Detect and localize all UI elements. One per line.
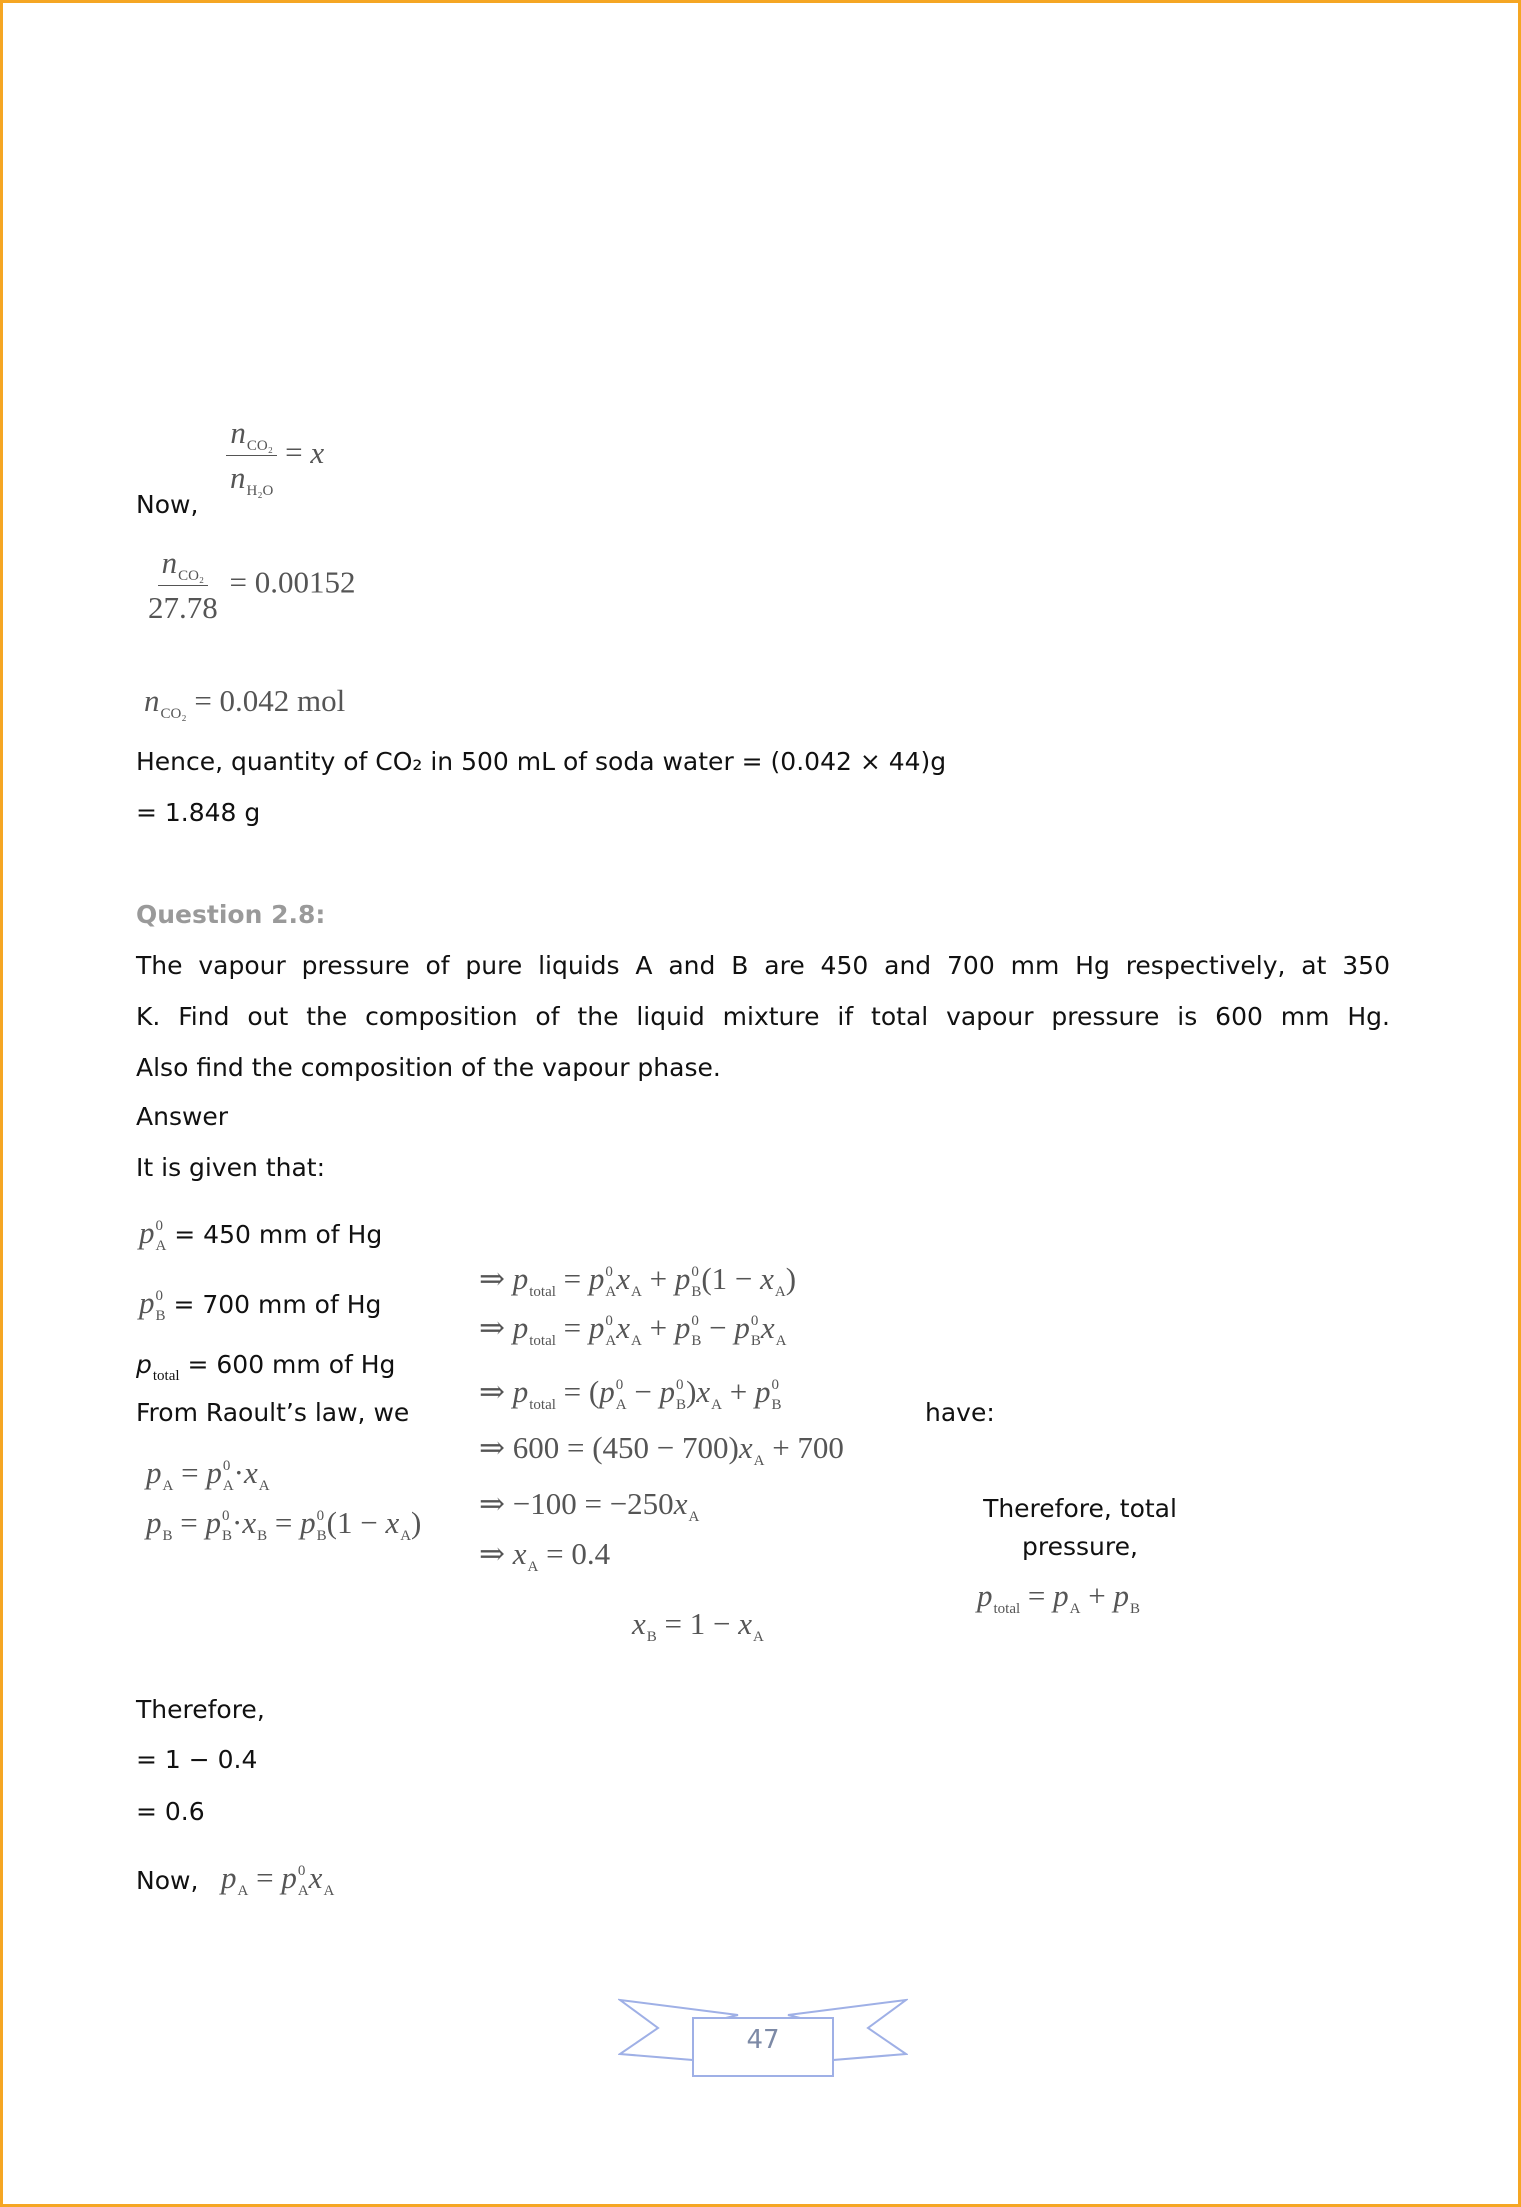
sub-superscript <box>994 1582 1021 1616</box>
subscript: B <box>316 1527 327 1544</box>
sub-superscript <box>163 1459 174 1493</box>
subscript: CO₂ <box>178 567 205 584</box>
superscript <box>711 1378 722 1394</box>
derivation-step <box>479 1308 786 1348</box>
math-variable <box>309 1858 335 1898</box>
math-variable <box>696 1372 722 1412</box>
variable-symbol: x <box>242 1505 257 1540</box>
subscript: A <box>1069 1600 1081 1617</box>
math-text: = <box>267 1505 301 1540</box>
math-text: ) <box>686 1374 697 1409</box>
math-variable <box>139 1283 166 1323</box>
sub-superscript <box>247 419 273 453</box>
superscript <box>529 1265 556 1281</box>
variable-symbol: p <box>599 1374 615 1409</box>
given-pb <box>139 1283 381 1325</box>
variable-symbol: p <box>674 1261 691 1296</box>
math-variable <box>206 1503 233 1543</box>
sub-superscript <box>528 1540 539 1574</box>
math-text: + <box>722 1374 755 1409</box>
variable-symbol: n <box>161 545 178 580</box>
variable-symbol: p <box>300 1505 316 1540</box>
variable-symbol: p <box>139 1285 155 1320</box>
sub-superscript <box>178 549 204 583</box>
subscript: B <box>162 1527 173 1544</box>
math-variable <box>206 1453 233 1493</box>
math-variable <box>513 1259 556 1299</box>
superscript <box>631 1314 642 1330</box>
superscript: 0 <box>691 1312 699 1329</box>
subscript: B <box>691 1283 702 1300</box>
math-text: = <box>172 1505 206 1540</box>
math-variable <box>300 1503 327 1543</box>
superscript <box>323 1864 334 1880</box>
sub-superscript <box>238 1864 249 1898</box>
math-variable <box>674 1484 700 1524</box>
sub-superscript <box>317 1509 327 1543</box>
sub-superscript <box>631 1314 642 1348</box>
math-variable <box>162 543 205 583</box>
superscript: 0 <box>605 1312 613 1329</box>
hence-line: Hence, quantity of CO₂ in 500 mL of soda water = (0.042 × 44)g <box>136 747 947 776</box>
math-variable <box>675 1259 702 1299</box>
math-variable <box>1053 1576 1080 1616</box>
math-text: = <box>555 1261 589 1296</box>
sub-superscript <box>247 464 274 498</box>
math-text: = ( <box>555 1374 600 1409</box>
superscript: 0 <box>222 1457 231 1474</box>
math-variable <box>136 1343 180 1385</box>
raoult-label: From Raoult’s law, we <box>136 1398 410 1427</box>
xb-equation <box>632 1604 764 1644</box>
superscript <box>178 549 204 565</box>
math-text: = 1 − <box>656 1606 739 1641</box>
subscript: A <box>688 1508 700 1525</box>
numerator <box>226 413 277 456</box>
subscript: B <box>1129 1600 1140 1617</box>
subscript: total <box>529 1332 556 1349</box>
subscript: A <box>775 1332 787 1349</box>
variable-symbol: p <box>139 1215 155 1250</box>
math-variable <box>599 1372 626 1412</box>
superscript <box>529 1314 556 1330</box>
sub-superscript <box>257 1509 267 1543</box>
numerator <box>158 543 209 586</box>
subscript: A <box>605 1332 617 1349</box>
total-pressure-label: Therefore, total <box>983 1494 1177 1523</box>
equation-moles <box>144 681 345 721</box>
math-variable <box>513 1534 539 1574</box>
superscript <box>631 1265 642 1281</box>
superscript <box>247 419 273 435</box>
superscript <box>1130 1582 1140 1598</box>
math-variable <box>281 1858 308 1898</box>
superscript <box>400 1509 411 1525</box>
sub-superscript <box>529 1314 556 1348</box>
sub-superscript <box>753 1610 764 1644</box>
variable-symbol: x <box>244 1455 258 1490</box>
math-text: ⇒ <box>479 1374 513 1409</box>
superscript <box>247 464 274 480</box>
subscript: total <box>529 1283 556 1300</box>
sub-superscript <box>298 1864 309 1898</box>
pa-equation <box>221 1858 334 1898</box>
subscript: A <box>615 1396 627 1413</box>
math-variable <box>738 1604 764 1644</box>
superscript <box>647 1610 657 1626</box>
math-variable <box>660 1372 687 1412</box>
sub-superscript <box>153 1349 180 1383</box>
subscript: A <box>162 1477 174 1494</box>
math-variable <box>513 1372 556 1412</box>
variable-symbol: p <box>146 1455 162 1490</box>
fraction <box>226 413 277 498</box>
text: = 450 mm of Hg <box>166 1220 383 1249</box>
sub-superscript <box>631 1265 642 1299</box>
math-variable <box>139 1213 166 1253</box>
subscript: B <box>750 1332 761 1349</box>
subscript: total <box>529 1396 556 1413</box>
variable-symbol: p <box>1113 1578 1129 1613</box>
sub-superscript <box>529 1265 556 1299</box>
variable-symbol: p <box>206 1455 222 1490</box>
subscript: A <box>222 1477 234 1494</box>
equation-mole-fraction <box>226 413 324 498</box>
sub-superscript <box>691 1265 701 1299</box>
sub-superscript <box>605 1314 616 1348</box>
math-text: ) <box>411 1505 422 1540</box>
sub-superscript <box>676 1378 686 1412</box>
superscript <box>754 1434 765 1450</box>
math-variable <box>734 1308 761 1348</box>
subscript: A <box>527 1558 539 1575</box>
variable-symbol: p <box>588 1261 605 1296</box>
total-pressure-label: pressure, <box>1022 1532 1138 1561</box>
math-text: (1 − <box>701 1261 761 1296</box>
sub-superscript <box>156 1219 167 1253</box>
subscript: A <box>258 1477 270 1494</box>
subscript: A <box>605 1283 617 1300</box>
superscript <box>238 1864 249 1880</box>
variable-symbol: x <box>385 1505 400 1540</box>
question-line: K. Find out the composition of the liquid mixture if total vapour pressure is 600 mm Hg. <box>136 1002 1390 1031</box>
superscript <box>1070 1582 1081 1598</box>
superscript: 0 <box>691 1263 699 1280</box>
denominator <box>226 456 277 498</box>
superscript <box>153 1349 180 1365</box>
math-variable <box>230 458 273 498</box>
superscript <box>257 1509 267 1525</box>
variable-symbol: x <box>738 1606 753 1641</box>
denominator <box>144 586 222 628</box>
superscript: 0 <box>676 1376 684 1393</box>
superscript: 0 <box>155 1217 163 1234</box>
superscript <box>259 1459 270 1475</box>
superscript: 0 <box>750 1312 759 1329</box>
subscript: B <box>676 1396 687 1413</box>
superscript <box>775 1265 786 1281</box>
subscript: CO₂ <box>160 705 187 722</box>
sub-superscript <box>688 1490 699 1524</box>
math-variable <box>244 1453 270 1493</box>
math-variable <box>221 1858 248 1898</box>
variable-symbol: p <box>221 1860 237 1895</box>
math-text: (1 − <box>326 1505 386 1540</box>
sub-superscript <box>711 1378 722 1412</box>
question-line: Also find the composition of the vapour phase. <box>136 1053 721 1082</box>
now-label: Now, <box>136 1866 199 1895</box>
variable-symbol: x <box>616 1310 630 1345</box>
math-text: + <box>641 1310 675 1345</box>
variable-symbol: p <box>512 1310 529 1345</box>
given-ptotal <box>136 1343 395 1385</box>
math-variable <box>242 1503 267 1543</box>
subscript: A <box>753 1628 764 1645</box>
math-text: + <box>1080 1578 1114 1613</box>
variable-symbol: p <box>1053 1578 1069 1613</box>
sub-superscript <box>751 1314 761 1348</box>
superscript: 0 <box>605 1263 613 1280</box>
variable-symbol: x <box>673 1486 688 1521</box>
sub-superscript <box>1070 1582 1081 1616</box>
math-text: − <box>626 1374 660 1409</box>
variable-symbol: p <box>136 1350 152 1379</box>
subscript: H₂O <box>246 482 274 499</box>
sub-superscript <box>776 1314 787 1348</box>
math-variable <box>385 1503 411 1543</box>
fraction <box>144 543 222 628</box>
variable-symbol: p <box>674 1310 691 1345</box>
sub-superscript <box>616 1378 627 1412</box>
variable-symbol: x <box>696 1374 711 1409</box>
page-number-ribbon <box>618 1988 908 2088</box>
math-text: = 0.4 <box>538 1536 611 1571</box>
math-text: + 700 <box>764 1430 844 1465</box>
subscript: A <box>631 1332 642 1349</box>
variable-symbol: p <box>977 1578 993 1613</box>
superscript: 0 <box>316 1507 325 1524</box>
sub-superscript <box>1130 1582 1140 1616</box>
raoult-eq-pa <box>146 1453 270 1493</box>
question-text <box>136 940 1390 1093</box>
subscript: A <box>400 1527 412 1544</box>
subscript: B <box>222 1527 233 1544</box>
subscript: B <box>771 1396 782 1413</box>
superscript <box>161 687 187 703</box>
sub-superscript <box>771 1378 781 1412</box>
sub-superscript <box>323 1864 334 1898</box>
math-variable <box>760 1259 786 1299</box>
step-line: = 0.6 <box>136 1797 205 1826</box>
math-variable <box>616 1259 642 1299</box>
sub-superscript <box>647 1610 657 1644</box>
subscript: A <box>237 1882 249 1899</box>
subscript: A <box>711 1396 722 1413</box>
math-text: ⇒ <box>479 1310 513 1345</box>
sub-superscript <box>223 1459 234 1493</box>
superscript <box>753 1610 764 1626</box>
variable-symbol: x <box>738 1430 753 1465</box>
subscript: B <box>646 1628 657 1645</box>
raoult-eq-pb <box>146 1503 421 1543</box>
text: = 700 mm of Hg <box>165 1290 382 1319</box>
sub-superscript <box>400 1509 411 1543</box>
superscript <box>529 1378 556 1394</box>
subscript: A <box>631 1283 642 1300</box>
sub-superscript <box>161 687 187 721</box>
subscript: B <box>155 1307 166 1324</box>
variable-symbol: p <box>588 1310 605 1345</box>
math-text: · <box>232 1505 243 1540</box>
math-variable <box>755 1372 782 1412</box>
superscript <box>688 1490 699 1506</box>
superscript: 0 <box>771 1376 779 1393</box>
math-variable <box>761 1308 787 1348</box>
equation-ratio <box>144 543 355 628</box>
result-line: = 1.848 g <box>136 798 261 827</box>
math-text: ⇒ 600 = (450 − 700) <box>479 1430 739 1465</box>
variable-symbol: x <box>760 1310 775 1345</box>
variable-symbol: x <box>760 1261 774 1296</box>
math-variable <box>513 1308 556 1348</box>
math-text: + <box>641 1261 675 1296</box>
math-text: = 0.00152 <box>221 564 356 600</box>
variable-symbol: x <box>632 1606 646 1641</box>
variable-symbol: p <box>281 1860 297 1895</box>
math-text: = 0.042 mol <box>186 683 346 718</box>
superscript <box>163 1509 173 1525</box>
variable-symbol: p <box>205 1505 221 1540</box>
sub-superscript <box>605 1265 616 1299</box>
subscript: B <box>691 1332 702 1349</box>
math-variable <box>589 1259 616 1299</box>
math-text: ⇒ −100 = −250 <box>479 1486 674 1521</box>
subscript: CO₂ <box>246 437 273 454</box>
subscript: total <box>152 1367 180 1384</box>
variable-symbol: p <box>146 1505 162 1540</box>
math-text: ) <box>785 1261 797 1296</box>
given-pa <box>139 1213 382 1255</box>
question-line: The vapour pressure of pure liquids A and B are 450 and 700 mm Hg respectively, at 350 <box>136 951 1390 980</box>
sub-superscript <box>222 1509 232 1543</box>
sub-superscript <box>529 1378 556 1412</box>
therefore-label: Therefore, <box>136 1695 265 1724</box>
variable-symbol: x <box>310 434 325 470</box>
derivation-step <box>479 1372 782 1412</box>
derivation-step <box>479 1534 610 1574</box>
math-variable <box>977 1576 1020 1616</box>
superscript: 0 <box>222 1507 230 1524</box>
math-variable <box>675 1308 702 1348</box>
variable-symbol: n <box>144 683 160 718</box>
superscript <box>163 1459 174 1475</box>
page-number: 47 <box>746 2025 780 2055</box>
variable-symbol: x <box>512 1536 527 1571</box>
math-text: 27.78 <box>148 590 218 625</box>
math-text: = <box>1020 1578 1054 1613</box>
subscript: A <box>155 1237 167 1254</box>
math-variable <box>146 1453 173 1493</box>
math-variable <box>1113 1576 1140 1616</box>
derivation-step <box>479 1259 796 1299</box>
sub-superscript <box>259 1459 270 1493</box>
sub-superscript <box>775 1265 786 1299</box>
variable-symbol: p <box>754 1374 771 1409</box>
math-text: = <box>173 1455 207 1490</box>
subscript: A <box>323 1882 335 1899</box>
math-variable <box>310 433 324 473</box>
subscript: total <box>993 1600 1021 1617</box>
superscript: 0 <box>615 1376 624 1393</box>
now-label: Now, <box>136 490 199 519</box>
superscript: 0 <box>155 1287 163 1304</box>
sub-superscript <box>691 1314 701 1348</box>
subscript: B <box>257 1527 268 1544</box>
variable-symbol: p <box>659 1374 676 1409</box>
total-pressure-equation <box>977 1576 1140 1616</box>
superscript: 0 <box>297 1862 306 1879</box>
math-text: − <box>701 1310 735 1345</box>
variable-symbol: n <box>230 460 246 495</box>
math-text: = <box>277 434 311 470</box>
variable-symbol: p <box>512 1261 529 1296</box>
variable-symbol: n <box>230 415 246 450</box>
sub-superscript <box>163 1509 173 1543</box>
derivation-step <box>479 1484 699 1524</box>
math-text: ⇒ <box>479 1536 513 1571</box>
variable-symbol: p <box>512 1374 529 1409</box>
sub-superscript <box>754 1434 765 1468</box>
math-variable <box>739 1428 765 1468</box>
derivation-step <box>479 1428 844 1468</box>
math-variable <box>616 1308 642 1348</box>
subscript: A <box>774 1283 786 1300</box>
math-text: ⇒ <box>479 1261 513 1296</box>
subscript: A <box>753 1452 765 1469</box>
math-text: · <box>233 1455 244 1490</box>
text: = 600 mm of Hg <box>179 1350 396 1379</box>
variable-symbol: x <box>308 1860 323 1895</box>
variable-symbol: p <box>734 1310 750 1345</box>
subscript: A <box>297 1882 309 1899</box>
math-variable <box>230 413 273 453</box>
sub-superscript <box>156 1289 166 1323</box>
math-variable <box>146 1503 173 1543</box>
variable-symbol: x <box>616 1261 630 1296</box>
superscript <box>994 1582 1021 1598</box>
answer-label: Answer <box>136 1102 229 1131</box>
superscript <box>776 1314 787 1330</box>
given-label: It is given that: <box>136 1153 326 1182</box>
question-title: Question 2.8: <box>136 900 326 929</box>
math-variable <box>589 1308 616 1348</box>
superscript <box>528 1540 539 1556</box>
have-label: have: <box>925 1398 995 1427</box>
math-variable <box>632 1604 657 1644</box>
step-line: = 1 − 0.4 <box>136 1745 258 1774</box>
math-text: = <box>248 1860 282 1895</box>
math-variable <box>144 681 187 721</box>
math-text: = <box>555 1310 589 1345</box>
